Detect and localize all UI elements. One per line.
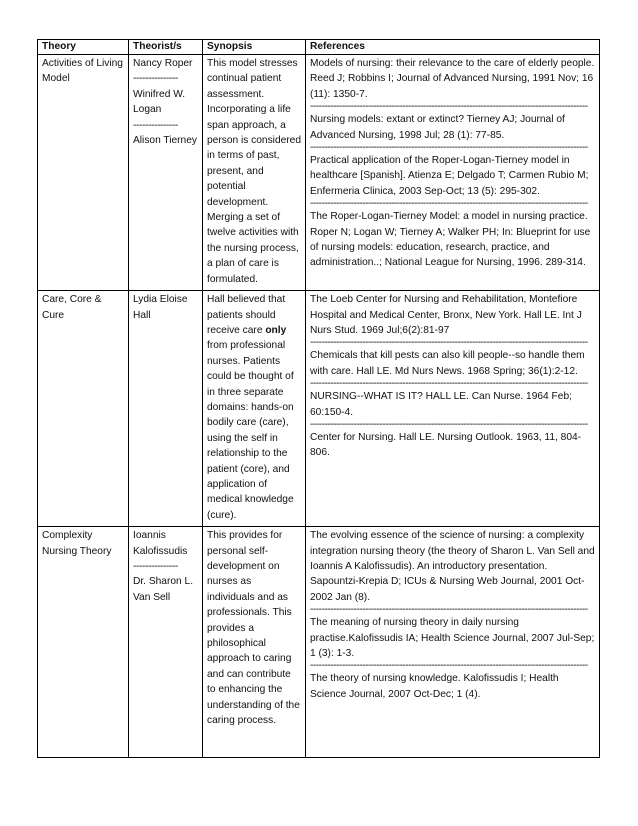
reference: The meaning of nursing theory in daily nursing practise.Kalofissudis IA; Health Science Journal, 2007 Jul-Sep; 1 (3): 1-3. [310,617,595,660]
separator: --------------- [133,73,178,85]
reference: The theory of nursing knowledge. Kalofissudis I; Health Science Journal, 2007 Oct-Dec; 1 (4). [310,673,559,700]
theorists-cell [129,527,203,758]
theorist-name: Winifred W. Logan [133,88,186,116]
separator: ------------------------------------------------------------------------------------------------ [310,419,588,430]
theorists-cell [129,55,203,291]
theorist-name: Dr. Sharon L. Van Sell [133,576,194,603]
theory-cell: Complexity Nursing Theory [38,527,129,758]
theorist-name: Lydia Eloise Hall [133,294,188,321]
reference: Models of nursing: their relevance to the care of elderly people. Reed J; Robbins I; Journal of Advanced Nursing, 1991 Nov; 16 (11): 1350-7. [310,58,595,100]
header-references: References [306,40,600,55]
synopsis-text: Hall believed that patients should receive care [207,294,286,336]
header-theorists: Theorist/s [129,40,203,55]
reference: The Loeb Center for Nursing and Rehabilitation, Montefiore Hospital and Medical Center, Bronx, New York. Hall LE. Int J Nurs Stud. 1969 Jul;6(2):81-97 [310,294,582,336]
header-theory: Theory [38,40,129,55]
references-cell [306,55,600,291]
separator: ------------------------------------------------------------------------------------------------ [310,102,588,113]
table-row [38,291,600,527]
theory-table [37,39,600,758]
theorist-name: Alison Tierney [133,135,197,147]
separator: --------------- [133,561,178,572]
synopsis-cell: This provides for personal self-development on nurses as individuals and as professionals. This provides a philosophical approach to caring and can contribute to enhancing the understanding of the caring process. [203,527,306,758]
separator: ------------------------------------------------------------------------------------------------ [310,605,588,616]
header-row [38,40,600,55]
reference: Center for Nursing. Hall LE. Nursing Outlook. 1963, 11, 804-806. [310,431,582,459]
reference: The evolving essence of the science of nursing: a complexity integration nursing theory (the theory of Sharon L. Van Sell and Ioannis A Kalofissudis). An introductory presentation. Sapountzi-Krepia D; ICUs & Nursing Web Journal, 2001 Oct-2002 Jan (8). [310,530,595,603]
references-cell [306,291,600,527]
theorists-cell [129,291,203,527]
theorist-name: Nancy Roper [133,58,193,69]
separator: ------------------------------------------------------------------------------------------------ [310,338,588,349]
reference: Nursing models: extant or extinct? Tierney AJ; Journal of Advanced Nursing, 1998 Jul; 28 (1): 77-85. [310,114,565,141]
reference: NURSING--WHAT IS IT? HALL LE. Can Nurse. 1964 Feb; 60:150-4. [310,391,572,418]
reference: Chemicals that kill pests can also kill people--so handle them with care. Hall LE. Md Nurs News. 1968 Spring; 36(1):2-12. [310,350,585,377]
synopsis-emphasis: only [265,324,287,336]
separator: ------------------------------------------------------------------------------------------------ [310,143,588,154]
theorist-name: Ioannis Kalofissudis [133,530,188,557]
references-cell [306,527,600,758]
reference: The Roper-Logan-Tierney Model: a model in nursing practice. Roper N; Logan W; Tierney A; Walker PH; In: Blueprint for use of nursing models: education, research, practice, and administration..; National League for Nursing, 1996. 289-314. [310,211,591,269]
separator: ------------------------------------------------------------------------------------------------ [310,661,588,672]
header-synopsis: Synopsis [203,40,306,55]
synopsis-cell [203,291,306,527]
reference: Practical application of the Roper-Logan-Tierney model in healthcare [Spanish]. Atienza E; Delgado T; Carmen Rubio M; Enfermeria Clinica, 2003 Sep-Oct; 13 (5): 295-302. [310,155,589,197]
separator: --------------- [133,119,178,131]
synopsis-text: from professional nurses. Patients could be thought of in three separate domains: hands-on bodily care (care), using the self in relationship to the patient (core), and application of medical knowledge (cure). [207,340,294,521]
theory-cell: Care, Core & Cure [38,291,129,527]
separator: ------------------------------------------------------------------------------------------------ [310,379,588,390]
separator: ------------------------------------------------------------------------------------------------ [310,199,588,210]
table-row [38,55,600,291]
theory-cell: Activities of Living Model [38,55,129,291]
table-row [38,527,600,758]
synopsis-cell: This model stresses continual patient assessment. Incorporating a life span approach, a person is considered in terms of past, present, and potential development. Merging a set of twelve activities with the nursing process, a plan of care is formulated. [203,55,306,291]
